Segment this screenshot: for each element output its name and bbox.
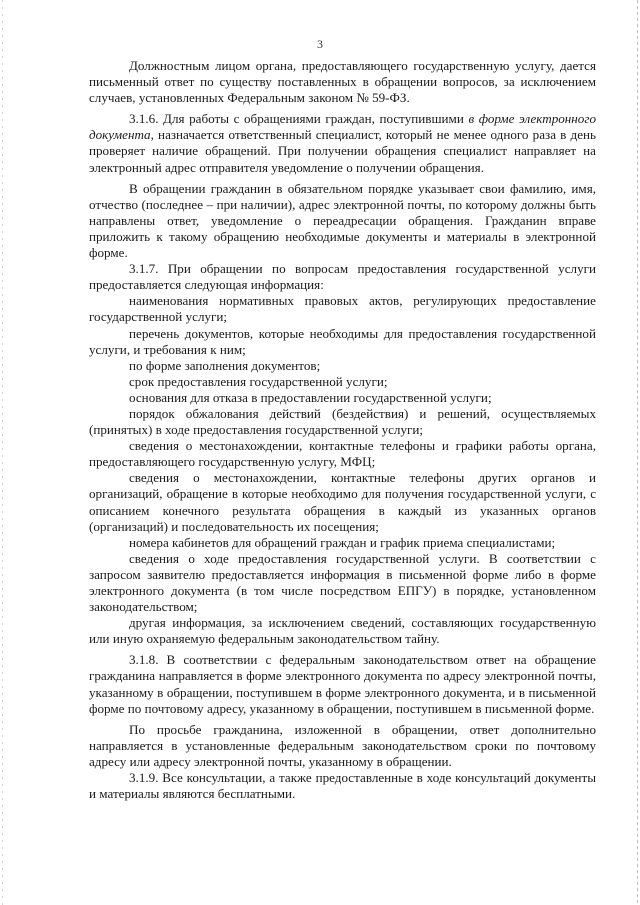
list-item-legal-acts: наименования нормативных правовых актов, регулирующих предоставление государственной услуги; [89, 293, 596, 325]
document-body [89, 58, 596, 802]
paragraph-3-1-6-tail: , назначается ответственный специалист, который не менее одного раза в день проверяет наличие обращений. При получении обращения специалист направляет на электронный адрес отправителя уведомление о получении обращения. [89, 127, 596, 175]
paragraph-written-answer: Должностным лицом органа, предоставляющего государственную услугу, дается письменный ответ по существу поставленных в обращении вопросов, за исключением случаев, установленных Федеральным законом № 59-ФЗ. [89, 58, 596, 106]
paragraph-citizen-requirements: В обращении гражданин в обязательном порядке указывает свои фамилию, имя, отчество (последнее – при наличии), адрес электронной почты, по которому должны быть направлены ответ, уведомление о переадресации обращения. Гражданин вправе приложить к такому обращению необходимые документы и материалы в электронной форме. [89, 180, 596, 261]
paragraph-3-1-7: 3.1.7. При обращении по вопросам предоставления государственной услуги предоставляется следующая информация: [89, 261, 596, 293]
list-item-form-filling: по форме заполнения документов; [129, 357, 321, 373]
paragraph-3-1-6-lead: 3.1.6. Для работы с обращениями граждан, поступившими [129, 111, 469, 127]
paragraph-3-1-6-italic: в форме электронного документа [89, 111, 597, 143]
paragraph-3-1-8: 3.1.8. В соответствии с федеральным законодательством ответ на обращение гражданина направляется в форме электронного документа по адресу электронной почты, указанному в обращении, поступившем в форме электронного документа, и в письменной форме по почтовому адресу, указанному в обращении, поступившем в письменной форме. [89, 652, 596, 716]
scan-edge-left [2, 0, 3, 905]
list-item-refusal: основания для отказа в предоставлении государственной услуги; [129, 389, 492, 405]
list-item-appeal: порядок обжалования действий (бездействия) и решений, осуществляемых (принятых) в ходе предоставления государственной услуги; [89, 405, 596, 438]
list-item-cabinets: номера кабинетов для обращений граждан и график приема специалистами; [129, 534, 556, 550]
paragraph-additional-answer: По просьбе гражданина, изложенной в обращении, ответ дополнительно направляется в установленные федеральным законодательством сроки по почтовому адресу или адресу электронной почты, указанному в обращении. [89, 721, 596, 769]
paragraph-3-1-9: 3.1.9. Все консультации, а также предоставленные в ходе консультаций документы и материалы являются бесплатными. [89, 770, 596, 802]
paragraph-3-1-6 [89, 111, 596, 175]
list-item-location-organ: сведения о местонахождении, контактные телефоны и графики работы органа, предоставляющего государственную услугу, МФЦ; [89, 438, 596, 470]
list-item-progress: сведения о ходе предоставления государственной услуги. В соответствии с запросом заявителю предоставляется информация в письменной форме либо в форме электронного документа (в том числе посредством ЕПГУ) в порядке, установленном законодательством; [89, 550, 596, 615]
list-item-term: срок предоставления государственной услуги; [129, 373, 388, 389]
list-item-documents: перечень документов, которые необходимы для предоставления государственной услуги, и требования к ним; [89, 325, 596, 357]
list-item-other-info: другая информация, за исключением сведений, составляющих государственную или иную охраняемую федеральным законодательством тайну. [89, 615, 596, 647]
scan-edge-right [637, 0, 638, 905]
page-number: 3 [317, 37, 323, 51]
list-item-location-others: сведения о местонахождении, контактные телефоны других органов и организаций, обращение в которые необходимо для получения государственной услуги, с описанием конечного результата обращения в каждый из указанных органов (организаций) и последовательность их посещения; [89, 470, 596, 534]
